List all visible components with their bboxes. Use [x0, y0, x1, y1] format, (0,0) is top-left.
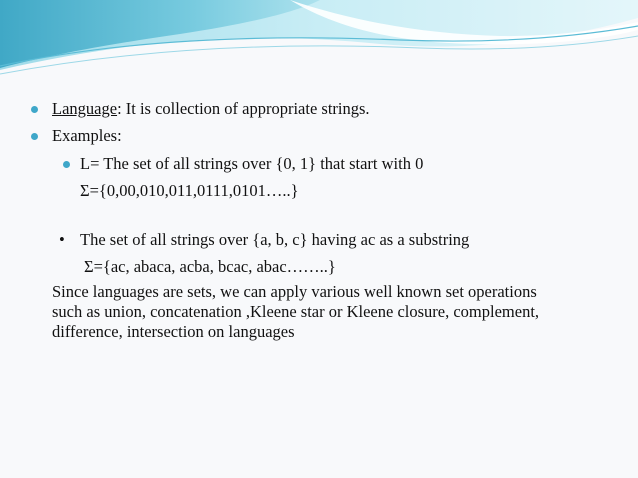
example-1: L= The set of all strings over {0, 1} that start with 0	[80, 154, 424, 173]
example-1-set: Σ={0,00,010,011,0111,0101…..}	[80, 181, 299, 200]
bullet-marker: •	[59, 230, 65, 249]
paragraph-line: Since languages are sets, we can apply various well known set operations	[52, 282, 537, 301]
bullet-icon	[63, 161, 70, 168]
bullet-icon	[31, 106, 38, 113]
set-operations-paragraph	[52, 282, 622, 342]
example-2: The set of all strings over {a, b, c} having ac as a substring	[80, 230, 470, 249]
bullet-language	[52, 99, 370, 119]
example-2-set: Σ={ac, abaca, acba, bcac, abac……..}	[84, 257, 336, 276]
language-definition: : It is collection of appropriate strings.	[117, 99, 370, 118]
term-language: Language	[52, 99, 118, 118]
paragraph-line: difference, intersection on languages	[52, 322, 295, 341]
paragraph-line: such as union, concatenation ,Kleene star or Kleene closure, complement,	[52, 302, 540, 321]
bullet-icon	[31, 133, 38, 140]
bullet-examples: Examples:	[52, 126, 122, 145]
